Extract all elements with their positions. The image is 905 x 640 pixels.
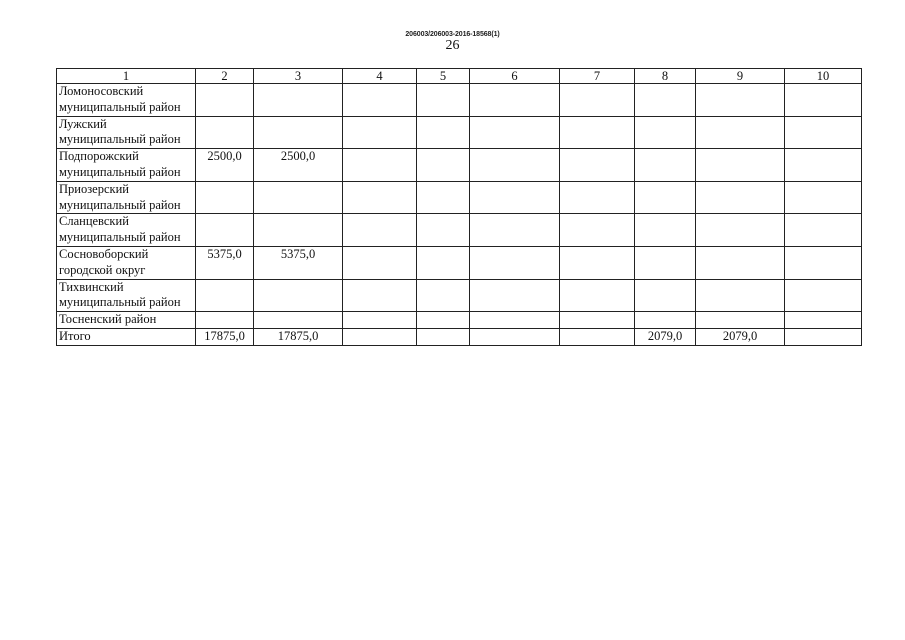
value-cell (254, 84, 343, 117)
value-cell (417, 116, 470, 149)
value-cell (470, 328, 560, 345)
value-cell (635, 214, 696, 247)
value-cell: 2079,0 (696, 328, 785, 345)
value-cell (470, 214, 560, 247)
value-cell (470, 84, 560, 117)
column-header: 8 (635, 69, 696, 84)
page-number: 26 (445, 38, 460, 53)
value-cell (560, 149, 635, 182)
value-cell: 5375,0 (254, 246, 343, 279)
value-cell (196, 84, 254, 117)
value-cell (635, 246, 696, 279)
value-cell (560, 279, 635, 312)
value-cell (470, 116, 560, 149)
value-cell (196, 279, 254, 312)
row-name-cell: Тихвинский муниципальный район (57, 279, 196, 312)
value-cell (560, 214, 635, 247)
value-cell (635, 181, 696, 214)
value-cell (343, 279, 417, 312)
row-name-cell: Сланцевский муниципальный район (57, 214, 196, 247)
table-row (57, 214, 862, 247)
value-cell (417, 279, 470, 312)
value-cell (696, 181, 785, 214)
column-header: 10 (785, 69, 862, 84)
value-cell (696, 214, 785, 247)
row-name-cell: Подпорожский муниципальный район (57, 149, 196, 182)
row-name-cell: Лужский муниципальный район (57, 116, 196, 149)
value-cell (343, 214, 417, 247)
value-cell: 2500,0 (254, 149, 343, 182)
value-cell (785, 214, 862, 247)
value-cell (196, 116, 254, 149)
table-row (57, 246, 862, 279)
value-cell (196, 312, 254, 329)
table-body (57, 84, 862, 346)
value-cell (470, 181, 560, 214)
document-id: 206003/206003-2016-18568(1) (405, 31, 500, 38)
column-header: 1 (57, 69, 196, 84)
table-row (57, 312, 862, 329)
value-cell (696, 116, 785, 149)
value-cell (785, 312, 862, 329)
value-cell (417, 181, 470, 214)
value-cell (560, 246, 635, 279)
row-name-cell: Ломоносовский муниципальный район (57, 84, 196, 117)
value-cell (417, 214, 470, 247)
value-cell (560, 116, 635, 149)
value-cell (560, 328, 635, 345)
value-cell (343, 312, 417, 329)
value-cell (470, 246, 560, 279)
value-cell: 17875,0 (196, 328, 254, 345)
value-cell (635, 149, 696, 182)
value-cell (196, 181, 254, 214)
value-cell (785, 328, 862, 345)
column-header: 3 (254, 69, 343, 84)
row-name-cell: Итого (57, 328, 196, 345)
value-cell (254, 312, 343, 329)
table-row (57, 328, 862, 345)
column-header: 7 (560, 69, 635, 84)
value-cell (635, 116, 696, 149)
column-header: 4 (343, 69, 417, 84)
value-cell (696, 84, 785, 117)
value-cell (196, 214, 254, 247)
value-cell (635, 84, 696, 117)
table-row (57, 116, 862, 149)
value-cell (560, 312, 635, 329)
value-cell (696, 279, 785, 312)
value-cell (696, 149, 785, 182)
value-cell (470, 312, 560, 329)
value-cell (560, 84, 635, 117)
value-cell (254, 279, 343, 312)
value-cell (343, 246, 417, 279)
value-cell: 17875,0 (254, 328, 343, 345)
table-row (57, 181, 862, 214)
value-cell (785, 181, 862, 214)
value-cell (470, 149, 560, 182)
header-row (57, 69, 862, 84)
value-cell (785, 149, 862, 182)
value-cell (635, 312, 696, 329)
row-name-cell: Сосновоборский городской округ (57, 246, 196, 279)
row-name-cell: Приозерский муниципальный район (57, 181, 196, 214)
value-cell (785, 84, 862, 117)
value-cell (254, 181, 343, 214)
row-name-cell: Тосненский район (57, 312, 196, 329)
table-row (57, 84, 862, 117)
value-cell (696, 246, 785, 279)
value-cell (470, 279, 560, 312)
value-cell (635, 279, 696, 312)
value-cell (696, 312, 785, 329)
value-cell (417, 312, 470, 329)
value-cell (254, 214, 343, 247)
value-cell (417, 328, 470, 345)
value-cell (343, 149, 417, 182)
value-cell (560, 181, 635, 214)
value-cell: 5375,0 (196, 246, 254, 279)
column-header: 6 (470, 69, 560, 84)
column-header: 5 (417, 69, 470, 84)
column-header: 2 (196, 69, 254, 84)
value-cell (417, 246, 470, 279)
value-cell (254, 116, 343, 149)
table-row (57, 279, 862, 312)
value-cell (343, 181, 417, 214)
budget-table (56, 68, 862, 346)
value-cell (343, 84, 417, 117)
value-cell (785, 279, 862, 312)
value-cell: 2500,0 (196, 149, 254, 182)
value-cell (785, 116, 862, 149)
column-header: 9 (696, 69, 785, 84)
value-cell: 2079,0 (635, 328, 696, 345)
value-cell (343, 328, 417, 345)
table-row (57, 149, 862, 182)
value-cell (343, 116, 417, 149)
value-cell (785, 246, 862, 279)
value-cell (417, 149, 470, 182)
value-cell (417, 84, 470, 117)
